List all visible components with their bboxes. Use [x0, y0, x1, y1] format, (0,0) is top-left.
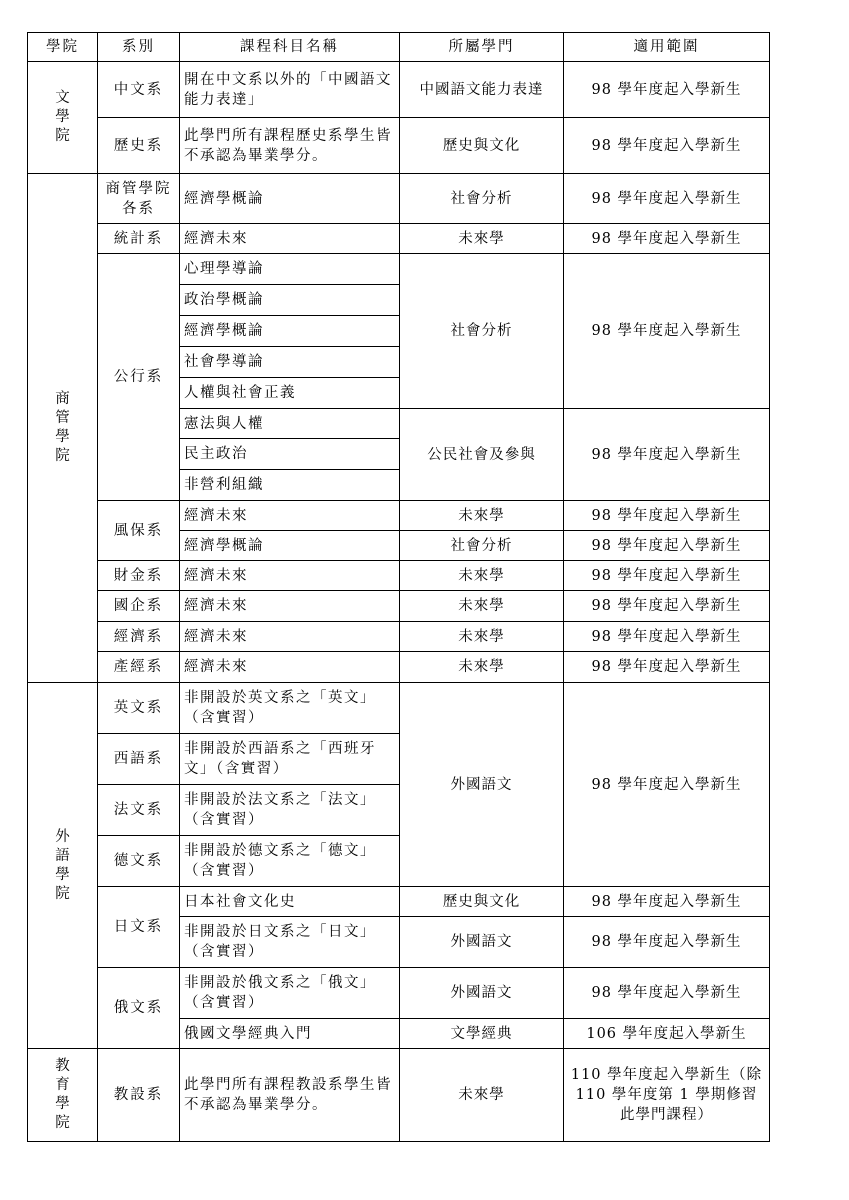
- college-cell: 教育學院: [28, 1049, 98, 1142]
- scope-cell: 98 學年度起入學新生: [564, 917, 770, 968]
- dept-cell: 中文系: [98, 62, 180, 118]
- course-cell: 非開設於法文系之「法文」（含實習）: [180, 785, 400, 836]
- area-cell: 未來學: [400, 591, 564, 622]
- scope-cell: 98 學年度起入學新生: [564, 683, 770, 887]
- area-cell: 社會分析: [400, 174, 564, 224]
- course-cell: 非營利組織: [180, 470, 400, 501]
- table-row: [28, 1049, 770, 1142]
- area-cell: 未來學: [400, 501, 564, 531]
- scope-cell: 98 學年度起入學新生: [564, 887, 770, 917]
- course-cell: 社會學導論: [180, 347, 400, 378]
- header-course: 課程科目名稱: [180, 33, 400, 62]
- course-cell: 經濟學概論: [180, 531, 400, 561]
- scope-cell: 98 學年度起入學新生: [564, 591, 770, 622]
- course-cell: 人權與社會正義: [180, 378, 400, 409]
- course-cell: 經濟未來: [180, 501, 400, 531]
- header-area: 所屬學門: [400, 33, 564, 62]
- header-row: [28, 33, 770, 62]
- course-cell: 非開設於德文系之「德文」（含實習）: [180, 836, 400, 887]
- course-cell: 經濟學概論: [180, 316, 400, 347]
- scope-cell: 98 學年度起入學新生: [564, 968, 770, 1019]
- table-row: [28, 622, 770, 652]
- dept-cell: 德文系: [98, 836, 180, 887]
- scope-cell: 98 學年度起入學新生: [564, 409, 770, 501]
- course-cell: 非開設於英文系之「英文」（含實習）: [180, 683, 400, 734]
- table-row: [28, 968, 770, 1019]
- course-cell: 非開設於日文系之「日文」（含實習）: [180, 917, 400, 968]
- area-cell: 歷史與文化: [400, 118, 564, 174]
- area-cell: 未來學: [400, 622, 564, 652]
- course-cell: 此學門所有課程歷史系學生皆不承認為畢業學分。: [180, 118, 400, 174]
- course-cell: 經濟未來: [180, 591, 400, 622]
- dept-cell: 財金系: [98, 561, 180, 591]
- college-cell: 外語學院: [28, 683, 98, 1049]
- area-cell: 未來學: [400, 652, 564, 683]
- dept-cell: 法文系: [98, 785, 180, 836]
- dept-cell: 歷史系: [98, 118, 180, 174]
- dept-cell: 俄文系: [98, 968, 180, 1049]
- scope-cell: 106 學年度起入學新生: [564, 1019, 770, 1049]
- course-cell: 民主政治: [180, 439, 400, 470]
- dept-cell: 風保系: [98, 501, 180, 561]
- table-row: [28, 652, 770, 683]
- course-cell: 俄國文學經典入門: [180, 1019, 400, 1049]
- course-cell: 經濟未來: [180, 652, 400, 683]
- table-row: [28, 887, 770, 917]
- college-cell: 文學院: [28, 62, 98, 174]
- table-row: [28, 118, 770, 174]
- dept-cell: 統計系: [98, 224, 180, 254]
- course-cell: 經濟未來: [180, 224, 400, 254]
- scope-cell: 98 學年度起入學新生: [564, 501, 770, 531]
- scope-cell: 98 學年度起入學新生: [564, 62, 770, 118]
- course-cell: 開在中文系以外的「中國語文能力表達」: [180, 62, 400, 118]
- area-cell: 公民社會及參與: [400, 409, 564, 501]
- course-cell: 非開設於西語系之「西班牙文」（含實習）: [180, 734, 400, 785]
- header-college: 學院: [28, 33, 98, 62]
- course-cell: 經濟未來: [180, 622, 400, 652]
- area-cell: 社會分析: [400, 254, 564, 409]
- area-cell: 社會分析: [400, 531, 564, 561]
- area-cell: 歷史與文化: [400, 887, 564, 917]
- table-row: [28, 561, 770, 591]
- area-cell: 外國語文: [400, 917, 564, 968]
- scope-cell: 98 學年度起入學新生: [564, 652, 770, 683]
- course-cell: 日本社會文化史: [180, 887, 400, 917]
- header-scope: 適用範圍: [564, 33, 770, 62]
- table-row: [28, 683, 770, 734]
- table-row: [28, 501, 770, 531]
- area-cell: 中國語文能力表達: [400, 62, 564, 118]
- scope-cell: 98 學年度起入學新生: [564, 174, 770, 224]
- dept-cell: 產經系: [98, 652, 180, 683]
- dept-cell: 教設系: [98, 1049, 180, 1142]
- scope-cell: 98 學年度起入學新生: [564, 224, 770, 254]
- table-row: [28, 254, 770, 285]
- scope-cell: 110 學年度起入學新生（除 110 學年度第 1 學期修習此學門課程）: [564, 1049, 770, 1142]
- scope-cell: 98 學年度起入學新生: [564, 118, 770, 174]
- table-row: [28, 591, 770, 622]
- course-cell: 經濟未來: [180, 561, 400, 591]
- scope-cell: 98 學年度起入學新生: [564, 622, 770, 652]
- course-cell: 憲法與人權: [180, 409, 400, 439]
- header-dept: 系別: [98, 33, 180, 62]
- table-row: [28, 62, 770, 118]
- dept-cell: 英文系: [98, 683, 180, 734]
- course-cell: 心理學導論: [180, 254, 400, 285]
- area-cell: 未來學: [400, 224, 564, 254]
- course-cell: 政治學概論: [180, 285, 400, 316]
- table-row: [28, 174, 770, 224]
- scope-cell: 98 學年度起入學新生: [564, 531, 770, 561]
- area-cell: 未來學: [400, 1049, 564, 1142]
- dept-cell: 日文系: [98, 887, 180, 968]
- scope-cell: 98 學年度起入學新生: [564, 254, 770, 409]
- college-cell: 商管學院: [28, 174, 98, 683]
- course-recognition-table: [27, 32, 770, 1142]
- dept-cell: 商管學院各系: [98, 174, 180, 224]
- dept-cell: 西語系: [98, 734, 180, 785]
- dept-cell: 經濟系: [98, 622, 180, 652]
- dept-cell: 國企系: [98, 591, 180, 622]
- area-cell: 文學經典: [400, 1019, 564, 1049]
- area-cell: 外國語文: [400, 683, 564, 887]
- area-cell: 外國語文: [400, 968, 564, 1019]
- dept-cell: 公行系: [98, 254, 180, 501]
- course-cell: 經濟學概論: [180, 174, 400, 224]
- table-row: [28, 224, 770, 254]
- scope-cell: 98 學年度起入學新生: [564, 561, 770, 591]
- course-cell: 此學門所有課程教設系學生皆不承認為畢業學分。: [180, 1049, 400, 1142]
- course-cell: 非開設於俄文系之「俄文」（含實習）: [180, 968, 400, 1019]
- area-cell: 未來學: [400, 561, 564, 591]
